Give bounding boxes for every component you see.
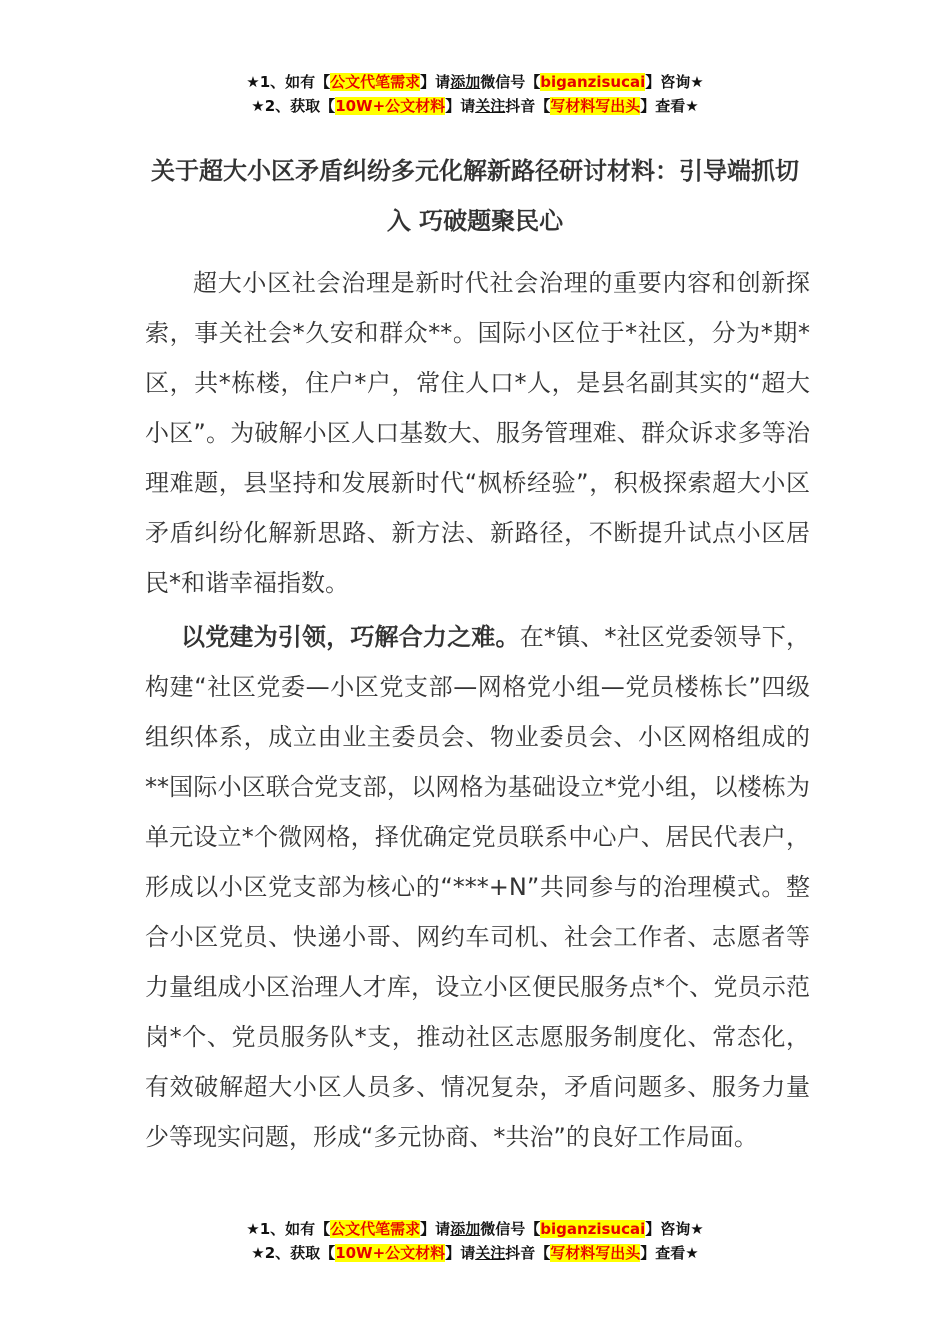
- promo-text: 抖音【: [505, 97, 551, 115]
- promo-text: 抖音【: [505, 1244, 551, 1262]
- promo-text: 】查看★: [640, 97, 699, 115]
- promo-text: ★2、获取【: [251, 1244, 336, 1262]
- body-paragraph-2: [145, 612, 810, 1162]
- promo-line-2: [0, 94, 950, 118]
- promo-banner-top: [0, 70, 950, 118]
- promo-highlight: 写材料写出头: [550, 97, 641, 115]
- promo-text: 微信号【: [480, 1220, 541, 1238]
- promo-text: 】查看★: [640, 1244, 699, 1262]
- promo-text: 微信号【: [480, 73, 541, 91]
- promo-line-1: [0, 70, 950, 94]
- paragraph-lead-heading: 以党建为引领，巧解合力之难。: [181, 623, 520, 651]
- promo-underline: 关注: [475, 1244, 506, 1262]
- promo-text: ★2、获取【: [251, 97, 336, 115]
- promo-text: 】请: [420, 1220, 451, 1238]
- promo-highlight: 10W+公文材料: [335, 1244, 446, 1262]
- document-title: 关于超大小区矛盾纠纷多元化解新路径研讨材料：引导端抓切入 巧破题聚民心: [151, 157, 799, 235]
- promo-highlight: biganzisucai: [540, 73, 646, 91]
- promo-text: ★1、如有【: [246, 1220, 331, 1238]
- promo-text: 】请: [445, 1244, 476, 1262]
- paragraph-body: 在*镇、*社区党委领导下，构建“社区党委—小区党支部—网格党小组—党员楼栋长”四级组织体系，成立由业主委员会、物业委员会、小区网格组成的**国际小区联合党支部，以网格为基础设立*党小组，以楼栋为单元设立*个微网格，择优确定党员联系中心户、居民代表户，形成以小区党支部为核心的“***+N”共同参与的治理模式。整合小区党员、快递小哥、网约车司机、社会工作者、志愿者等力量组成小区治理人才库，设立小区便民服务点*个、党员示范岗*个、党员服务队*支，推动社区志愿服务制度化、常态化，有效破解超大小区人员多、情况复杂，矛盾问题多、服务力量少等现实问题，形成“多元协商、*共治”的良好工作局面。: [145, 623, 811, 1151]
- promo-text: 】请: [420, 73, 451, 91]
- promo-underline: 添加: [450, 1220, 481, 1238]
- promo-line-2: [0, 1241, 950, 1265]
- promo-highlight: 公文代笔需求: [330, 1220, 421, 1238]
- promo-underline: 关注: [475, 97, 506, 115]
- promo-underline: 添加: [450, 73, 481, 91]
- promo-highlight: biganzisucai: [540, 1220, 646, 1238]
- promo-text: ★1、如有【: [246, 73, 331, 91]
- promo-text: 】请: [445, 97, 476, 115]
- promo-highlight: 10W+公文材料: [335, 97, 446, 115]
- promo-line-1: [0, 1217, 950, 1241]
- promo-text: 】咨询★: [645, 73, 704, 91]
- promo-highlight: 写材料写出头: [550, 1244, 641, 1262]
- body-paragraph-1: 超大小区社会治理是新时代社会治理的重要内容和创新探索，事关社会*久安和群众**。国际小区位于*社区，分为*期*区，共*栋楼，住户*户，常住人口*人，是县名副其实的“超大小区”。为破解小区人口基数大、服务管理难、群众诉求多等治理难题，县坚持和发展新时代“枫桥经验”，积极探索超大小区矛盾纠纷化解新思路、新方法、新路径，不断提升试点小区居民*和谐幸福指数。: [145, 269, 810, 597]
- promo-text: 】咨询★: [645, 1220, 704, 1238]
- promo-highlight: 公文代笔需求: [330, 73, 421, 91]
- promo-banner-bottom: [0, 1217, 950, 1265]
